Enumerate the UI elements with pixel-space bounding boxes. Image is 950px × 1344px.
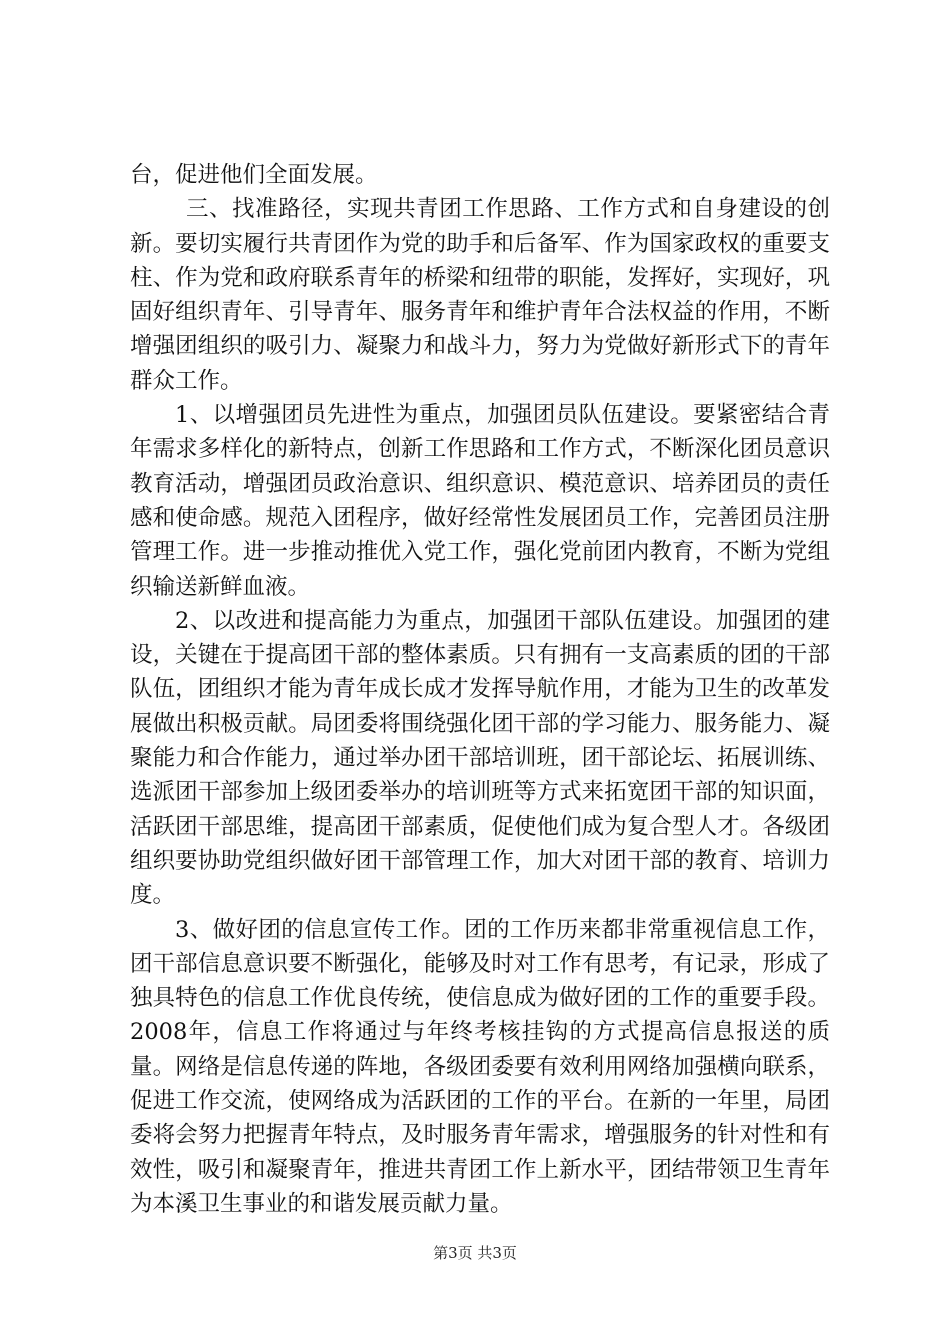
page-footer: 第3页 共3页 (433, 1244, 517, 1262)
paragraph-continuation: 台，促进他们全面发展。 (130, 162, 378, 188)
paragraph-item-one: 1、以增强团员先进性为重点，加强团员队伍建设。要紧密结合青年需求多样化的新特点，创新工作思路和工作方式，不断深化团员意识教育活动，增强团员政治意识、组织意识、模范意识、培养团员的责任感和使命感。规范入团程序，做好经常性发展团员工作，完善团员注册管理工作。进一步推动推优入党工作，强化党前团内教育，不断为党组织输送新鲜血液。 (130, 402, 830, 600)
paragraph-item-two: 2、以改进和提高能力为重点，加强团干部队伍建设。加强团的建设，关键在于提高团干部的整体素质。只有拥有一支高素质的团的干部队伍，团组织才能为青年成长成才发挥导航作用，才能为卫生的改革发展做出积极贡献。局团委将围绕强化团干部的学习能力、服务能力、凝聚能力和合作能力，通过举办团干部培训班，团干部论坛、拓展训练、选派团干部参加上级团委举办的培训班等方式来拓宽团干部的知识面，活跃团干部思维，提高团干部素质，促使他们成为复合型人才。各级团组织要协助党组织做好团干部管理工作，加大对团干部的教育、培训力度。 (130, 607, 830, 909)
paragraph-item-three: 3、做好团的信息宣传工作。团的工作历来都非常重视信息工作，团干部信息意识要不断强化，能够及时对工作有思考，有记录，形成了独具特色的信息工作优良传统，使信息成为做好团的工作的重要手段。2008年，信息工作将通过与年终考核挂钩的方式提高信息报送的质量。网络是信息传递的阵地，各级团委要有效利用网络加强横向联系，促进工作交流，使网络成为活跃团的工作的平台。在新的一年里，局团委将会努力把握青年特点，及时服务青年需求，增强服务的针对性和有效性，吸引和凝聚青年，推进共青团工作上新水平，团结带领卫生青年为本溪卫生事业的和谐发展贡献力量。 (130, 916, 830, 1217)
paragraph-section-three: 三、找准路径，实现共青团工作思路、工作方式和自身建设的创新。要切实履行共青团作为党的助手和后备军、作为国家政权的重要支柱、作为党和政府联系青年的桥梁和纽带的职能，发挥好，实现好，巩固好组织青年、引导青年、服务青年和维护青年合法权益的作用，不断增强团组织的吸引力、凝聚力和战斗力，努力为党做好新形式下的青年群众工作。 (130, 196, 830, 394)
document-body (130, 158, 830, 1221)
